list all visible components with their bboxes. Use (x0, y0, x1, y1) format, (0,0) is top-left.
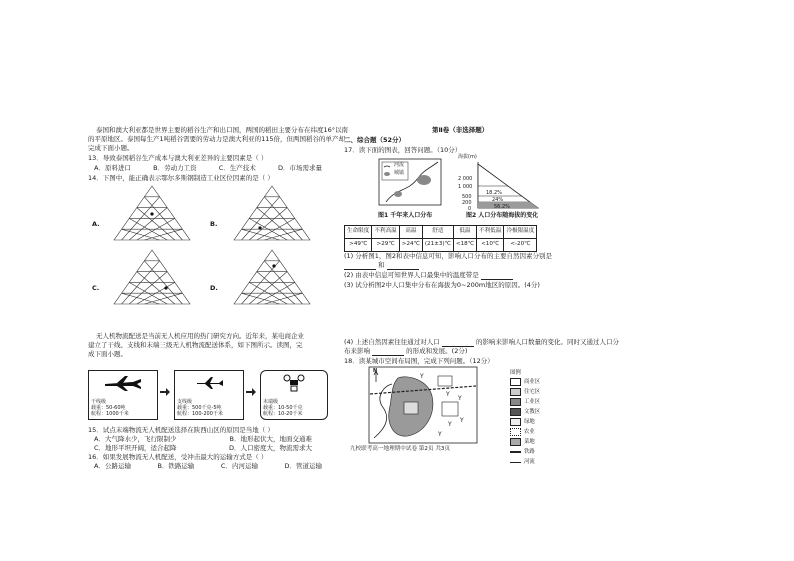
q13-option-a[interactable]: A．原料进口 (94, 164, 131, 172)
fig2-tick-1000: 1 000 (458, 184, 473, 190)
legend-item (510, 427, 570, 437)
svg-text:Y: Y (460, 417, 464, 424)
fig1-legend-town: 城镇 (394, 170, 405, 176)
legend-label: 菜地 (524, 438, 535, 445)
svg-text:Y: Y (446, 391, 450, 398)
q16-option-b[interactable]: B．铁路运输 (157, 461, 195, 470)
table-head-cell: 冷极限温度 (504, 226, 537, 239)
flow-branch-name: 支线级 (177, 399, 193, 405)
table-cell: >29℃ (372, 239, 399, 252)
table-head-cell: 生命限度 (345, 226, 372, 239)
fig2-tick-2000: 2 000 (458, 176, 473, 182)
table-head-cell: 不利低温 (476, 226, 503, 239)
fig1-legend-river: 河流 (394, 162, 405, 168)
figure2-caption: 图2 人口分布随海拔的变化 (466, 212, 539, 219)
fig2-value-1: 18.2% (486, 190, 502, 196)
q15-option-a[interactable]: A．大气降水少，飞行限制少 (94, 435, 177, 443)
fig2-value-3: 56.2% (494, 204, 510, 210)
flow-terminal-specs: 载重：10-50千克 航程：10-20千米 (263, 405, 303, 417)
flow-branch-caption (177, 399, 223, 417)
table-cell: (21±3)℃ (422, 239, 453, 252)
legend-label: 商业区 (524, 378, 541, 385)
drone-flow-diagram (88, 368, 328, 424)
sub-question-1b (344, 261, 419, 270)
flow-terminal-name: 末端级 (263, 399, 279, 405)
q13-option-d[interactable]: D．市场需求量 (277, 164, 322, 172)
q15-options-row-1 (88, 435, 318, 444)
fig2-tick-0: 0 (468, 206, 472, 212)
flow-box-terminal (260, 370, 328, 420)
section-title: 第Ⅱ卷（非选择题） (432, 126, 489, 134)
legend-label: 文教区 (524, 408, 541, 415)
fig2-axis-label: 海拔(m) (458, 154, 477, 160)
map-legend-title: 图例 (510, 370, 521, 376)
passage2-line-1: 无人机物流配送是当前无人机应用的热门研究方向。近年来，某电商企业 (96, 332, 304, 340)
tri-label-b[interactable]: B. (210, 220, 218, 228)
sub-question-3: (3) 试分析图2中人口集中分布在海拔为0~200m地区的原因。(4分) (344, 281, 540, 289)
legend-label: 住宅区 (524, 388, 541, 395)
city-layout-map (368, 366, 478, 444)
flow-box-branch (174, 370, 244, 420)
drone-icon (195, 375, 225, 391)
table-head-cell: 低温 (453, 226, 476, 239)
ternary-d (230, 248, 314, 310)
answer-blank[interactable] (387, 263, 419, 270)
svg-text:Y: Y (458, 395, 462, 402)
flow-box-trunk (88, 370, 158, 420)
q15-option-d[interactable]: D．人口密度大，物流需求大 (228, 443, 312, 452)
legend-label: 绿地 (524, 418, 535, 425)
q16-option-a[interactable]: A．公路运输 (94, 461, 131, 470)
question-14: 14．下图中，能正确表示鄂尔多斯钢制造工业区位因素的是（ ） (88, 174, 274, 182)
legend-item (510, 397, 570, 407)
arrow-right-icon (160, 388, 170, 396)
figure1-population-map (378, 158, 442, 206)
table-head-cell: 高温 (399, 226, 422, 239)
arrow-right-icon (246, 388, 256, 396)
question-13: 13．导致泰国稻谷生产成本与澳大利亚差异的主要因素是（ ） (88, 154, 268, 162)
tri-label-a[interactable]: A. (92, 220, 100, 228)
swatch-icon (510, 388, 521, 396)
question-16-visible (88, 453, 328, 471)
page-footer: 九校联考高一地理期中试卷 第2页 共3页 (349, 446, 451, 452)
swatch-icon (510, 378, 521, 386)
sub-question-1 (344, 252, 584, 261)
fig2-value-2: 24% (492, 197, 504, 203)
sub4a-text: (4) 上述自然因素往往通过对人口 (344, 338, 440, 346)
fig2-tick-200: 200 (462, 200, 472, 206)
tri-label-c[interactable]: C. (92, 284, 100, 292)
river-icon (510, 462, 521, 463)
intro-line-1: 泰国和澳大利亚都是世界主要的稻谷生产和出口国，两国的稻田主要分布在纬度16°以南 (96, 126, 349, 134)
sub-question-4-cont (344, 347, 467, 356)
sub4d-text: 的形成和发展。(2分) (406, 347, 468, 355)
part2-title: 二、综合题（52分） (344, 136, 406, 144)
legend-item (510, 387, 570, 397)
swatch-icon (510, 398, 521, 406)
table-cell: <-20℃ (504, 239, 537, 252)
question-17: 17．读下面的图表，回答问题。（10分） (344, 146, 462, 154)
svg-text:Y: Y (438, 431, 442, 438)
tri-label-d[interactable]: D. (210, 284, 218, 292)
question-18: 18．读某城市空间布局图，完成下列问题。（12分） (344, 357, 494, 365)
q16-option-c[interactable]: C．内河运输 (220, 461, 258, 470)
ternary-b (230, 184, 314, 246)
legend-label: 铁路 (524, 448, 535, 455)
sub4c-text: 布来影响 (344, 347, 370, 355)
ternary-diagrams (88, 184, 328, 312)
question-15: 15．试点末端物流无人机配送选择在陕西山区的原因是当地（ ） (88, 426, 274, 434)
sub-question-2 (344, 271, 513, 280)
sub4b-text: 的影响来影响人口数量的变化。同时又通过人口分 (475, 338, 619, 346)
legend-label: 农业 (524, 428, 535, 435)
legend-item (510, 417, 570, 427)
legend-item (510, 377, 570, 387)
svg-text:Y: Y (448, 421, 452, 428)
q15-option-c[interactable]: C．地形平坦开阔，适合起降 (94, 443, 177, 452)
table-row (345, 239, 537, 252)
legend-item (510, 457, 570, 467)
swatch-icon (510, 408, 521, 416)
quadcopter-icon (283, 374, 305, 392)
sub1b-text: 和 (378, 261, 385, 269)
table-cell: >24℃ (399, 239, 422, 252)
sub1-text: (1) 分析图1，图2和表中信息可知，影响人口分布的主要自然因素分别是 (344, 252, 553, 260)
intro-line-2: 的平原地区。泰国每生产1吨稻谷需要的劳动力是澳大利亚的115倍，但两国稻谷的单产却 (88, 135, 346, 143)
temperature-table (344, 225, 537, 252)
figure1-caption: 图1 千年来人口分布 (378, 212, 433, 219)
answer-blank[interactable] (442, 340, 474, 347)
table-cell: <10℃ (476, 239, 503, 252)
q16-option-d[interactable]: D．管道运输 (284, 461, 322, 470)
answer-blank[interactable] (344, 263, 376, 270)
q13-options (88, 164, 328, 173)
legend-label: 河流 (524, 458, 535, 465)
table-header-row (345, 226, 537, 239)
legend-item (510, 407, 570, 417)
sub2-text: (2) 由表中信息可知世界人口最集中的温度带是 (344, 271, 479, 279)
svg-text:Y: Y (420, 373, 424, 380)
q13-option-b[interactable]: B．劳动力工资 (153, 164, 197, 172)
answer-blank[interactable] (481, 273, 513, 280)
q15-option-b[interactable]: B．地形起伏大，地面交通难 (229, 435, 312, 443)
fig2-tick-500: 500 (462, 194, 472, 200)
table-head-cell: 舒适 (422, 226, 453, 239)
flow-trunk-name: 干线级 (91, 399, 107, 405)
table-cell: >49℃ (345, 239, 372, 252)
answer-blank[interactable] (372, 349, 404, 356)
ternary-a (110, 184, 194, 246)
flow-trunk-specs: 载重：50-60吨 航程：1000千米 (91, 405, 129, 417)
flow-branch-specs: 载重：500千克-5吨 航程：100-200千米 (177, 405, 223, 417)
flow-terminal-caption (263, 399, 303, 417)
ternary-c (110, 248, 194, 310)
table-head-cell: 不利高温 (372, 226, 399, 239)
intro-line-3: 完成下面小题。 (88, 144, 134, 152)
q13-option-c[interactable]: C．生产技术 (218, 164, 256, 172)
q16-options (88, 462, 328, 471)
passage2-line-3: 成下面小题。 (88, 350, 127, 358)
table-cell: <18℃ (453, 239, 476, 252)
sub-question-4 (344, 338, 619, 347)
passage2-line-2: 建立了干线、支线和末端三级无人机物流配送体系，如下图所示。读图，完 (88, 341, 303, 349)
legend-label: 工业区 (524, 398, 541, 405)
map-north-label: N (373, 368, 378, 374)
airplane-icon (103, 375, 143, 391)
swatch-icon (510, 428, 521, 436)
exam-page (88, 120, 712, 465)
flow-trunk-caption (91, 399, 129, 417)
question-16-text: 16．如果发展物流无人机配送，受冲击最大的运输方式是（ ） (88, 453, 268, 461)
swatch-icon (510, 418, 521, 426)
